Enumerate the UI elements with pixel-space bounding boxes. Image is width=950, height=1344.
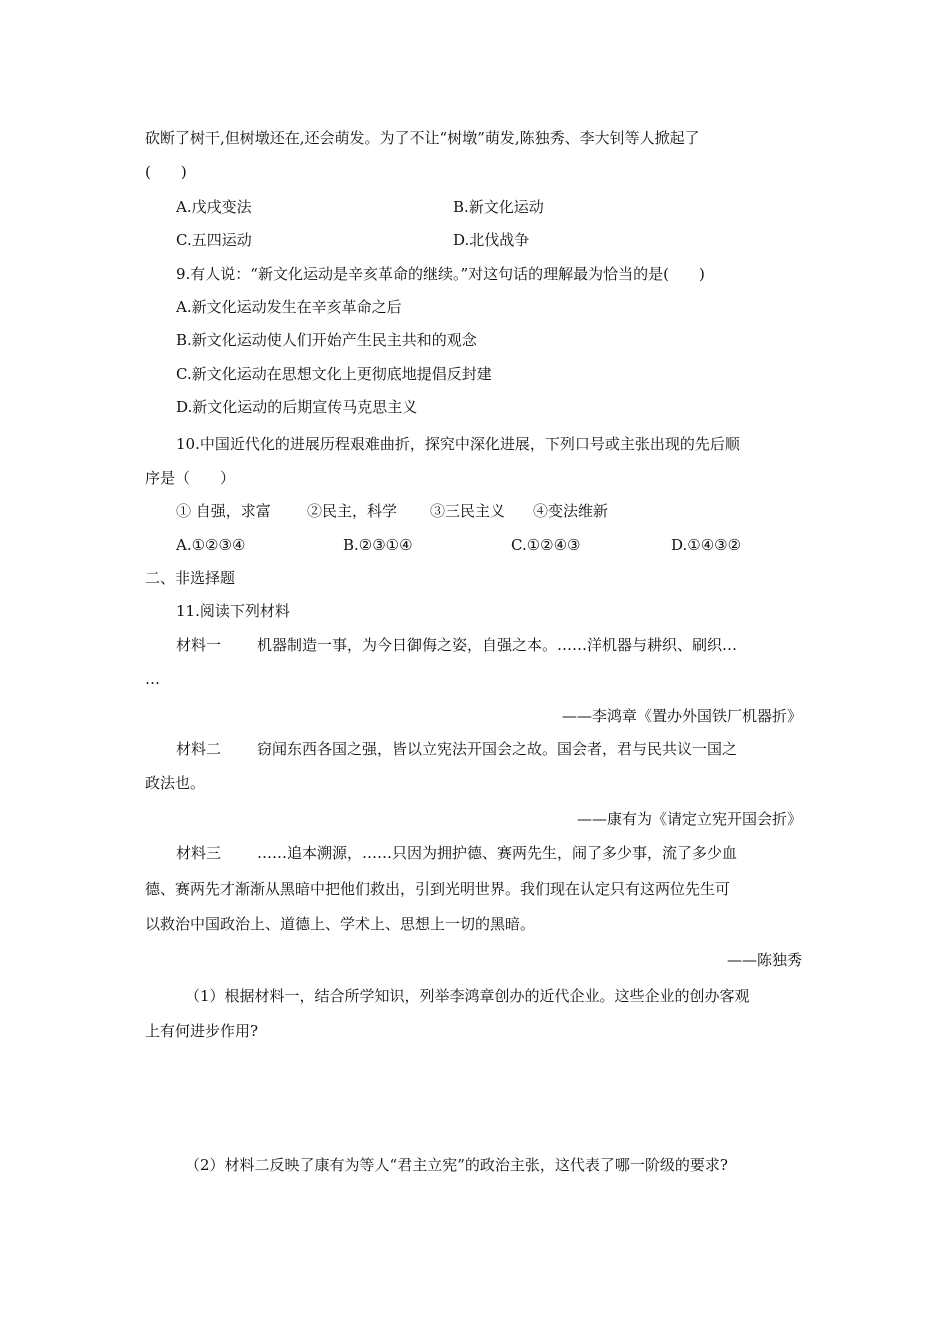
material-3-line2: 德、赛两先才渐渐从黑暗中把他们救出，引到光明世界。我们现在认定只有这两位先生可: [145, 880, 731, 898]
q9-option-b: B.新文化运动使人们开始产生民主共和的观念: [176, 331, 477, 349]
q8-option-c: C.五四运动: [176, 231, 252, 249]
q8-stem-line: 砍断了树干,但树墩还在,还会萌发。为了不让“树墩”萌发,陈独秀、李大钊等人掀起了: [145, 129, 700, 147]
q10-option-b: B.②③①④: [343, 536, 413, 554]
material-2-source: ——康有为《请定立宪开国会折》: [576, 810, 802, 828]
q8-option-a: A.戊戌变法: [176, 198, 252, 216]
subquestion-1-line2: 上有何进步作用?: [145, 1022, 259, 1040]
q8-option-d: D.北伐战争: [453, 231, 530, 249]
material-2-line2: 政法也。: [145, 774, 206, 792]
q10-item-2: ②民主，科学: [307, 502, 398, 520]
q10-option-c: C.①②④③: [511, 536, 581, 554]
q8-option-b: B.新文化运动: [453, 198, 544, 216]
q8-answer-bracket: ( ): [145, 163, 187, 181]
material-2-label: 材料二: [176, 740, 222, 758]
material-2-text: 窃闻东西各国之强，皆以立宪法开国会之故。国会者，君与民共议一国之: [257, 740, 738, 758]
q10-stem-line1: 10.中国近代化的进展历程艰难曲折，探究中深化进展，下列口号或主张出现的先后顺: [176, 435, 740, 453]
q9-stem: 9.有人说：“新文化运动是辛亥革命的继续。”对这句话的理解最为恰当的是( ): [176, 265, 705, 283]
material-2-line1: [176, 738, 807, 760]
q10-item-1: ① 自强，求富: [176, 502, 271, 520]
q10-stem-line2: 序是（ ）: [145, 469, 236, 487]
material-3-line3: 以救治中国政治上、道德上、学术上、思想上一切的黑暗。: [145, 915, 536, 933]
q9-option-c: C.新文化运动在思想文化上更彻底地提倡反封建: [176, 365, 492, 383]
q9-option-a: A.新文化运动发生在辛亥革命之后: [176, 298, 402, 316]
q11-title: 11.阅读下列材料: [176, 602, 290, 620]
subquestion-2: （2）材料二反映了康有为等人“君主立宪”的政治主张，这代表了哪一阶级的要求?: [185, 1156, 728, 1174]
material-1-text: 机器制造一事，为今日御侮之姿，自强之本。……洋机器与耕织、刷织…: [257, 636, 738, 654]
subquestion-1-line1: （1）根据材料一，结合所学知识，列举李鸿章创办的近代企业。这些企业的创办客观: [185, 987, 750, 1005]
q10-item-4: ④变法维新: [533, 502, 609, 520]
material-1-line2: …: [145, 670, 160, 688]
material-1-label: 材料一: [176, 636, 222, 654]
section-title: 二、非选择题: [145, 569, 236, 587]
q9-option-d: D.新文化运动的后期宣传马克思主义: [176, 398, 418, 416]
q10-option-a: A.①②③④: [176, 536, 246, 554]
q10-item-3: ③三民主义: [430, 502, 506, 520]
material-3-source: ——陈独秀: [726, 951, 802, 969]
material-1-line1: [176, 634, 807, 656]
material-3-text: ……追本溯源，……只因为拥护德、赛两先生，闹了多少事，流了多少血: [257, 844, 738, 862]
material-1-source: ——李鸿章《置办外国铁厂机器折》: [561, 707, 802, 725]
q10-option-d: D.①④③②: [671, 536, 742, 554]
material-3-line1: [176, 842, 807, 864]
material-3-label: 材料三: [176, 844, 222, 862]
